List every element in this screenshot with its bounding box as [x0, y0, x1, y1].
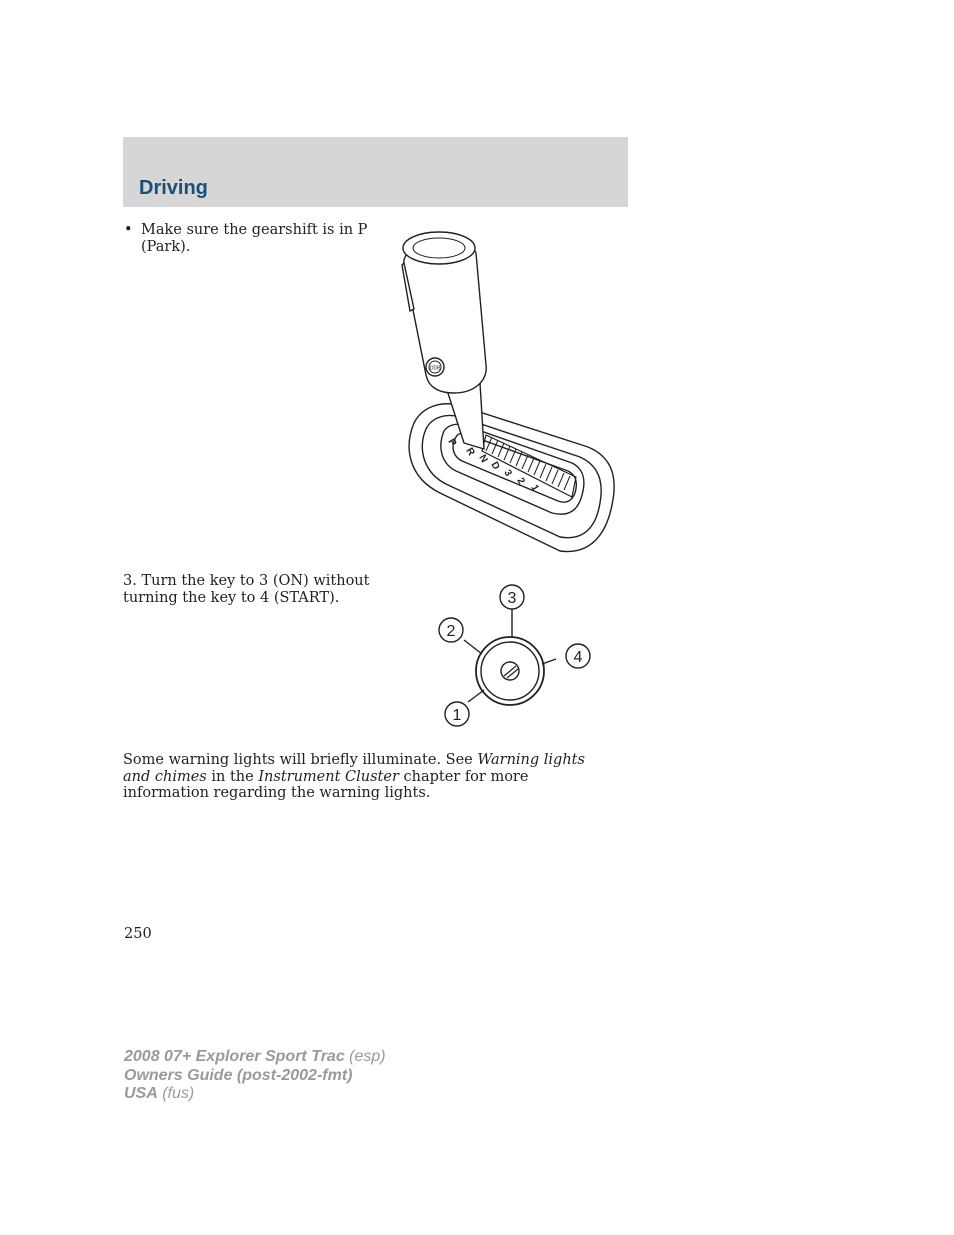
- warning-lights-paragraph: [123, 752, 603, 802]
- cross-reference-warning-lights: Warning lights and chimes: [123, 752, 585, 785]
- position-1-label: 1: [452, 707, 462, 724]
- gear-letter-1: 1: [528, 483, 541, 494]
- position-2-tick: [464, 640, 482, 654]
- bullet-text: Make sure the gearshift is in P (Park).: [141, 222, 368, 255]
- para-text-2: in the: [206, 768, 259, 785]
- bullet-mark: •: [124, 222, 133, 238]
- gear-letter-r: R: [463, 446, 477, 458]
- footer-market: USA: [124, 1085, 158, 1102]
- para-text-3: chapter for more information regarding the warning lights.: [123, 768, 529, 801]
- footer-model-code: (esp): [344, 1048, 386, 1065]
- footer-model: 2008 07+ Explorer Sport Trac: [124, 1048, 345, 1065]
- gearshift-illustration: [400, 225, 620, 555]
- position-1-tick: [468, 690, 484, 702]
- footer-guide: Owners Guide (post-2002-fmt): [124, 1066, 353, 1084]
- section-header-band: [123, 137, 628, 207]
- position-4-tick: [542, 659, 556, 664]
- position-3-label: 3: [507, 590, 517, 607]
- shifter-console: [409, 404, 614, 552]
- gear-letter-n: N: [476, 453, 490, 465]
- gear-letter-d: D: [488, 460, 502, 472]
- document-footer: [124, 1048, 386, 1104]
- gear-letter-3: 3: [501, 468, 514, 479]
- page-number: 250: [124, 926, 152, 942]
- ignition-key-diagram: [432, 580, 602, 730]
- position-2-label: 2: [446, 623, 456, 640]
- section-title: Driving: [139, 177, 208, 199]
- gear-letter-2: 2: [514, 476, 527, 487]
- overdrive-button-label: ODB: [429, 365, 441, 372]
- footer-market-code: (fus): [157, 1085, 195, 1102]
- cross-reference-instrument-cluster: Instrument Cluster: [258, 768, 399, 785]
- step-3-text: 3. Turn the key to 3 (ON) without turning the key to 4 (START).: [123, 573, 370, 606]
- position-4-label: 4: [573, 649, 583, 666]
- gear-indicator-letters: [445, 437, 541, 494]
- gear-letter-p: P: [445, 437, 459, 449]
- bullet-item: [124, 222, 369, 255]
- para-text-1: Some warning lights will briefly illuminate. See: [123, 752, 478, 768]
